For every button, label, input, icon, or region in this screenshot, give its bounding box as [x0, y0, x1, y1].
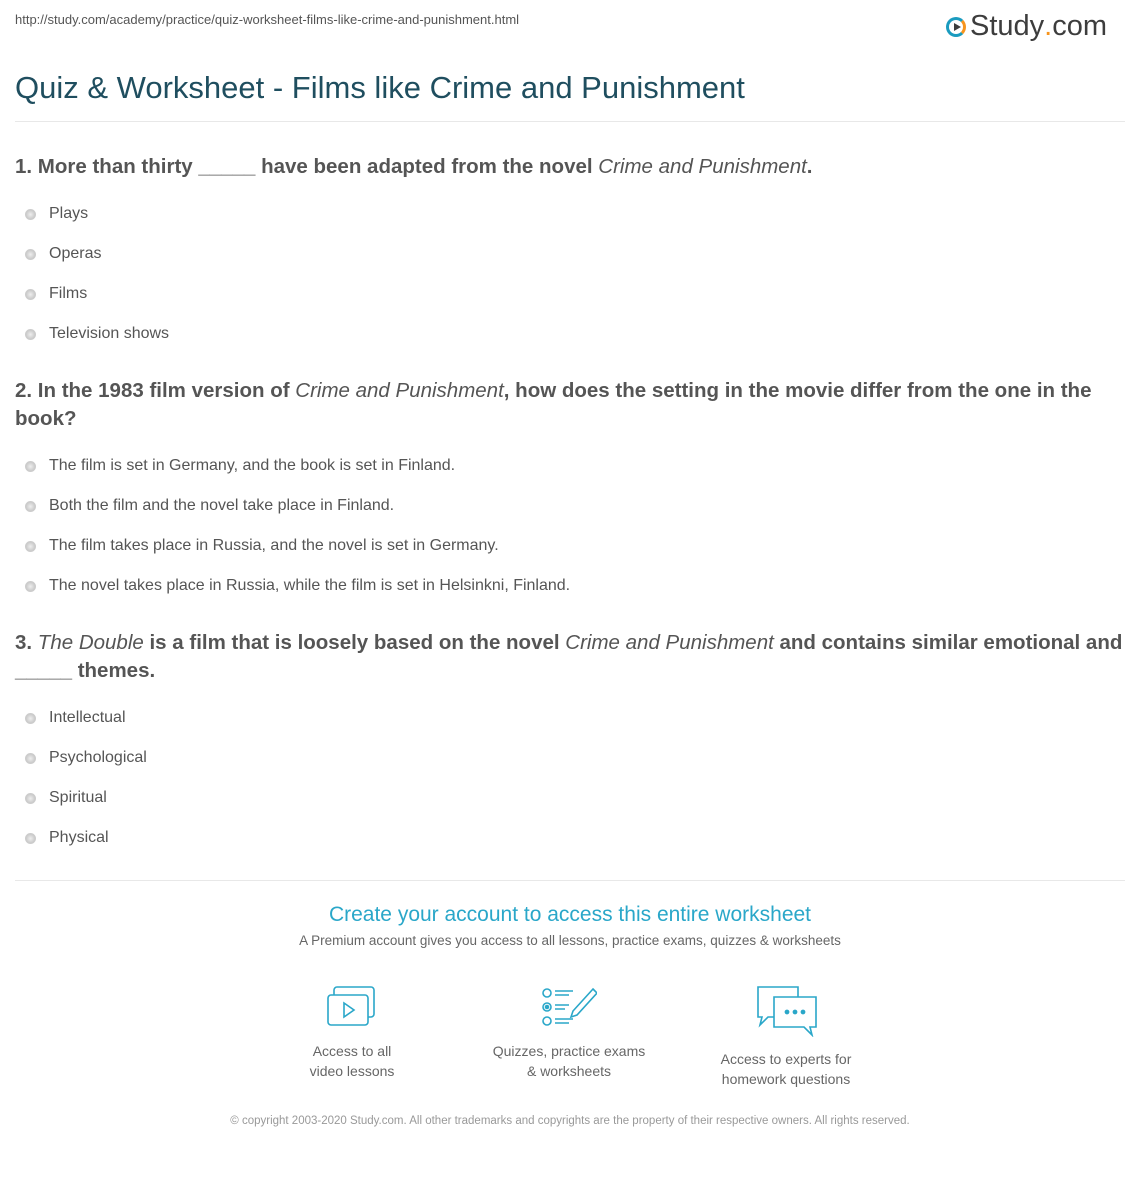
italic-title: The Double	[37, 631, 144, 654]
radio-button[interactable]	[25, 753, 36, 764]
answer-option[interactable]	[15, 446, 1127, 486]
question-text-part: is a film that is loosely based on the novel	[143, 631, 566, 654]
question-text	[15, 629, 1127, 685]
italic-title: Crime and Punishment	[565, 631, 774, 654]
option-label: Plays	[49, 205, 89, 222]
video-icon	[326, 985, 378, 1029]
feature-video	[252, 985, 452, 1081]
question-text-part: 3.	[15, 631, 38, 654]
logo-tld: com	[1052, 10, 1108, 42]
option-label: Physical	[49, 829, 109, 846]
option-label: Intellectual	[49, 709, 126, 726]
feature-line: Access to experts for	[720, 1051, 852, 1067]
answer-option[interactable]	[15, 698, 1127, 738]
answer-option[interactable]	[15, 778, 1127, 818]
feature-line: video lessons	[309, 1063, 395, 1079]
answer-option[interactable]	[15, 818, 1127, 858]
page-title: Quiz & Worksheet - Films like Crime and Punishment	[15, 70, 745, 105]
answer-option[interactable]	[15, 566, 1127, 606]
chat-icon	[754, 985, 818, 1037]
cta-subtitle: A Premium account gives you access to all lessons, practice exams, quizzes & worksheets	[299, 933, 841, 948]
question-3	[15, 629, 1127, 858]
radio-button[interactable]	[25, 793, 36, 804]
logo-text: Study	[970, 10, 1045, 42]
option-label: Television shows	[49, 325, 170, 342]
divider	[15, 121, 1125, 122]
feature-line: Access to all	[312, 1043, 392, 1059]
radio-button[interactable]	[25, 501, 36, 512]
option-label: The film takes place in Russia, and the novel is set in Germany.	[49, 537, 499, 554]
cta-title[interactable]: Create your account to access this entire worksheet	[328, 903, 812, 926]
option-label: Both the film and the novel take place in Finland.	[49, 497, 395, 514]
radio-button[interactable]	[25, 581, 36, 592]
feature-line: Quizzes, practice exams	[492, 1043, 646, 1059]
option-label: Spiritual	[49, 789, 107, 806]
answer-option[interactable]	[15, 738, 1127, 778]
question-text-part: , how does the setting in the movie differ from the one in the book?	[15, 379, 1092, 430]
answer-option[interactable]	[15, 234, 1127, 274]
radio-button[interactable]	[25, 833, 36, 844]
study-logo[interactable]	[946, 10, 1107, 43]
option-label: The film is set in Germany, and the book is set in Finland.	[49, 457, 456, 474]
cta-section	[0, 903, 1140, 948]
answer-option[interactable]	[15, 314, 1127, 354]
italic-title: Crime and Punishment	[295, 379, 504, 402]
option-label: Operas	[49, 245, 102, 262]
answer-option[interactable]	[15, 274, 1127, 314]
radio-button[interactable]	[25, 289, 36, 300]
answer-option[interactable]	[15, 526, 1127, 566]
feature-experts	[686, 985, 886, 1089]
answer-option[interactable]	[15, 486, 1127, 526]
logo-dot: .	[1044, 10, 1053, 42]
radio-button[interactable]	[25, 329, 36, 340]
question-text-part: and contains similar emotional and _____ themes.	[15, 631, 1123, 682]
question-1	[15, 153, 1127, 354]
question-text-part: 2. In the 1983 film version of	[15, 379, 296, 402]
answer-option[interactable]	[15, 194, 1127, 234]
question-text	[15, 153, 1127, 181]
radio-button[interactable]	[25, 249, 36, 260]
radio-button[interactable]	[25, 461, 36, 472]
question-text	[15, 377, 1127, 433]
question-text-part: 1. More than thirty _____ have been adapted from the novel	[15, 155, 599, 178]
radio-button[interactable]	[25, 541, 36, 552]
question-text-part: .	[806, 155, 813, 178]
feature-line: homework questions	[721, 1071, 851, 1087]
italic-title: Crime and Punishment	[598, 155, 807, 178]
radio-button[interactable]	[25, 209, 36, 220]
option-label: Psychological	[49, 749, 147, 766]
copyright: © copyright 2003-2020 Study.com. All other trademarks and copyrights are the property of their respective owners. All rights reserved.	[230, 1115, 910, 1127]
quiz-icon	[541, 985, 597, 1029]
option-label: Films	[49, 285, 88, 302]
question-2	[15, 377, 1127, 606]
option-label: The novel takes place in Russia, while the film is set in Helsinkni, Finland.	[49, 577, 571, 594]
page-url: http://study.com/academy/practice/quiz-worksheet-films-like-crime-and-punishment.html	[15, 12, 520, 27]
radio-button[interactable]	[25, 713, 36, 724]
feature-line: & worksheets	[526, 1063, 612, 1079]
play-logo-icon	[946, 17, 966, 37]
feature-quizzes	[469, 985, 669, 1081]
divider	[15, 880, 1125, 881]
